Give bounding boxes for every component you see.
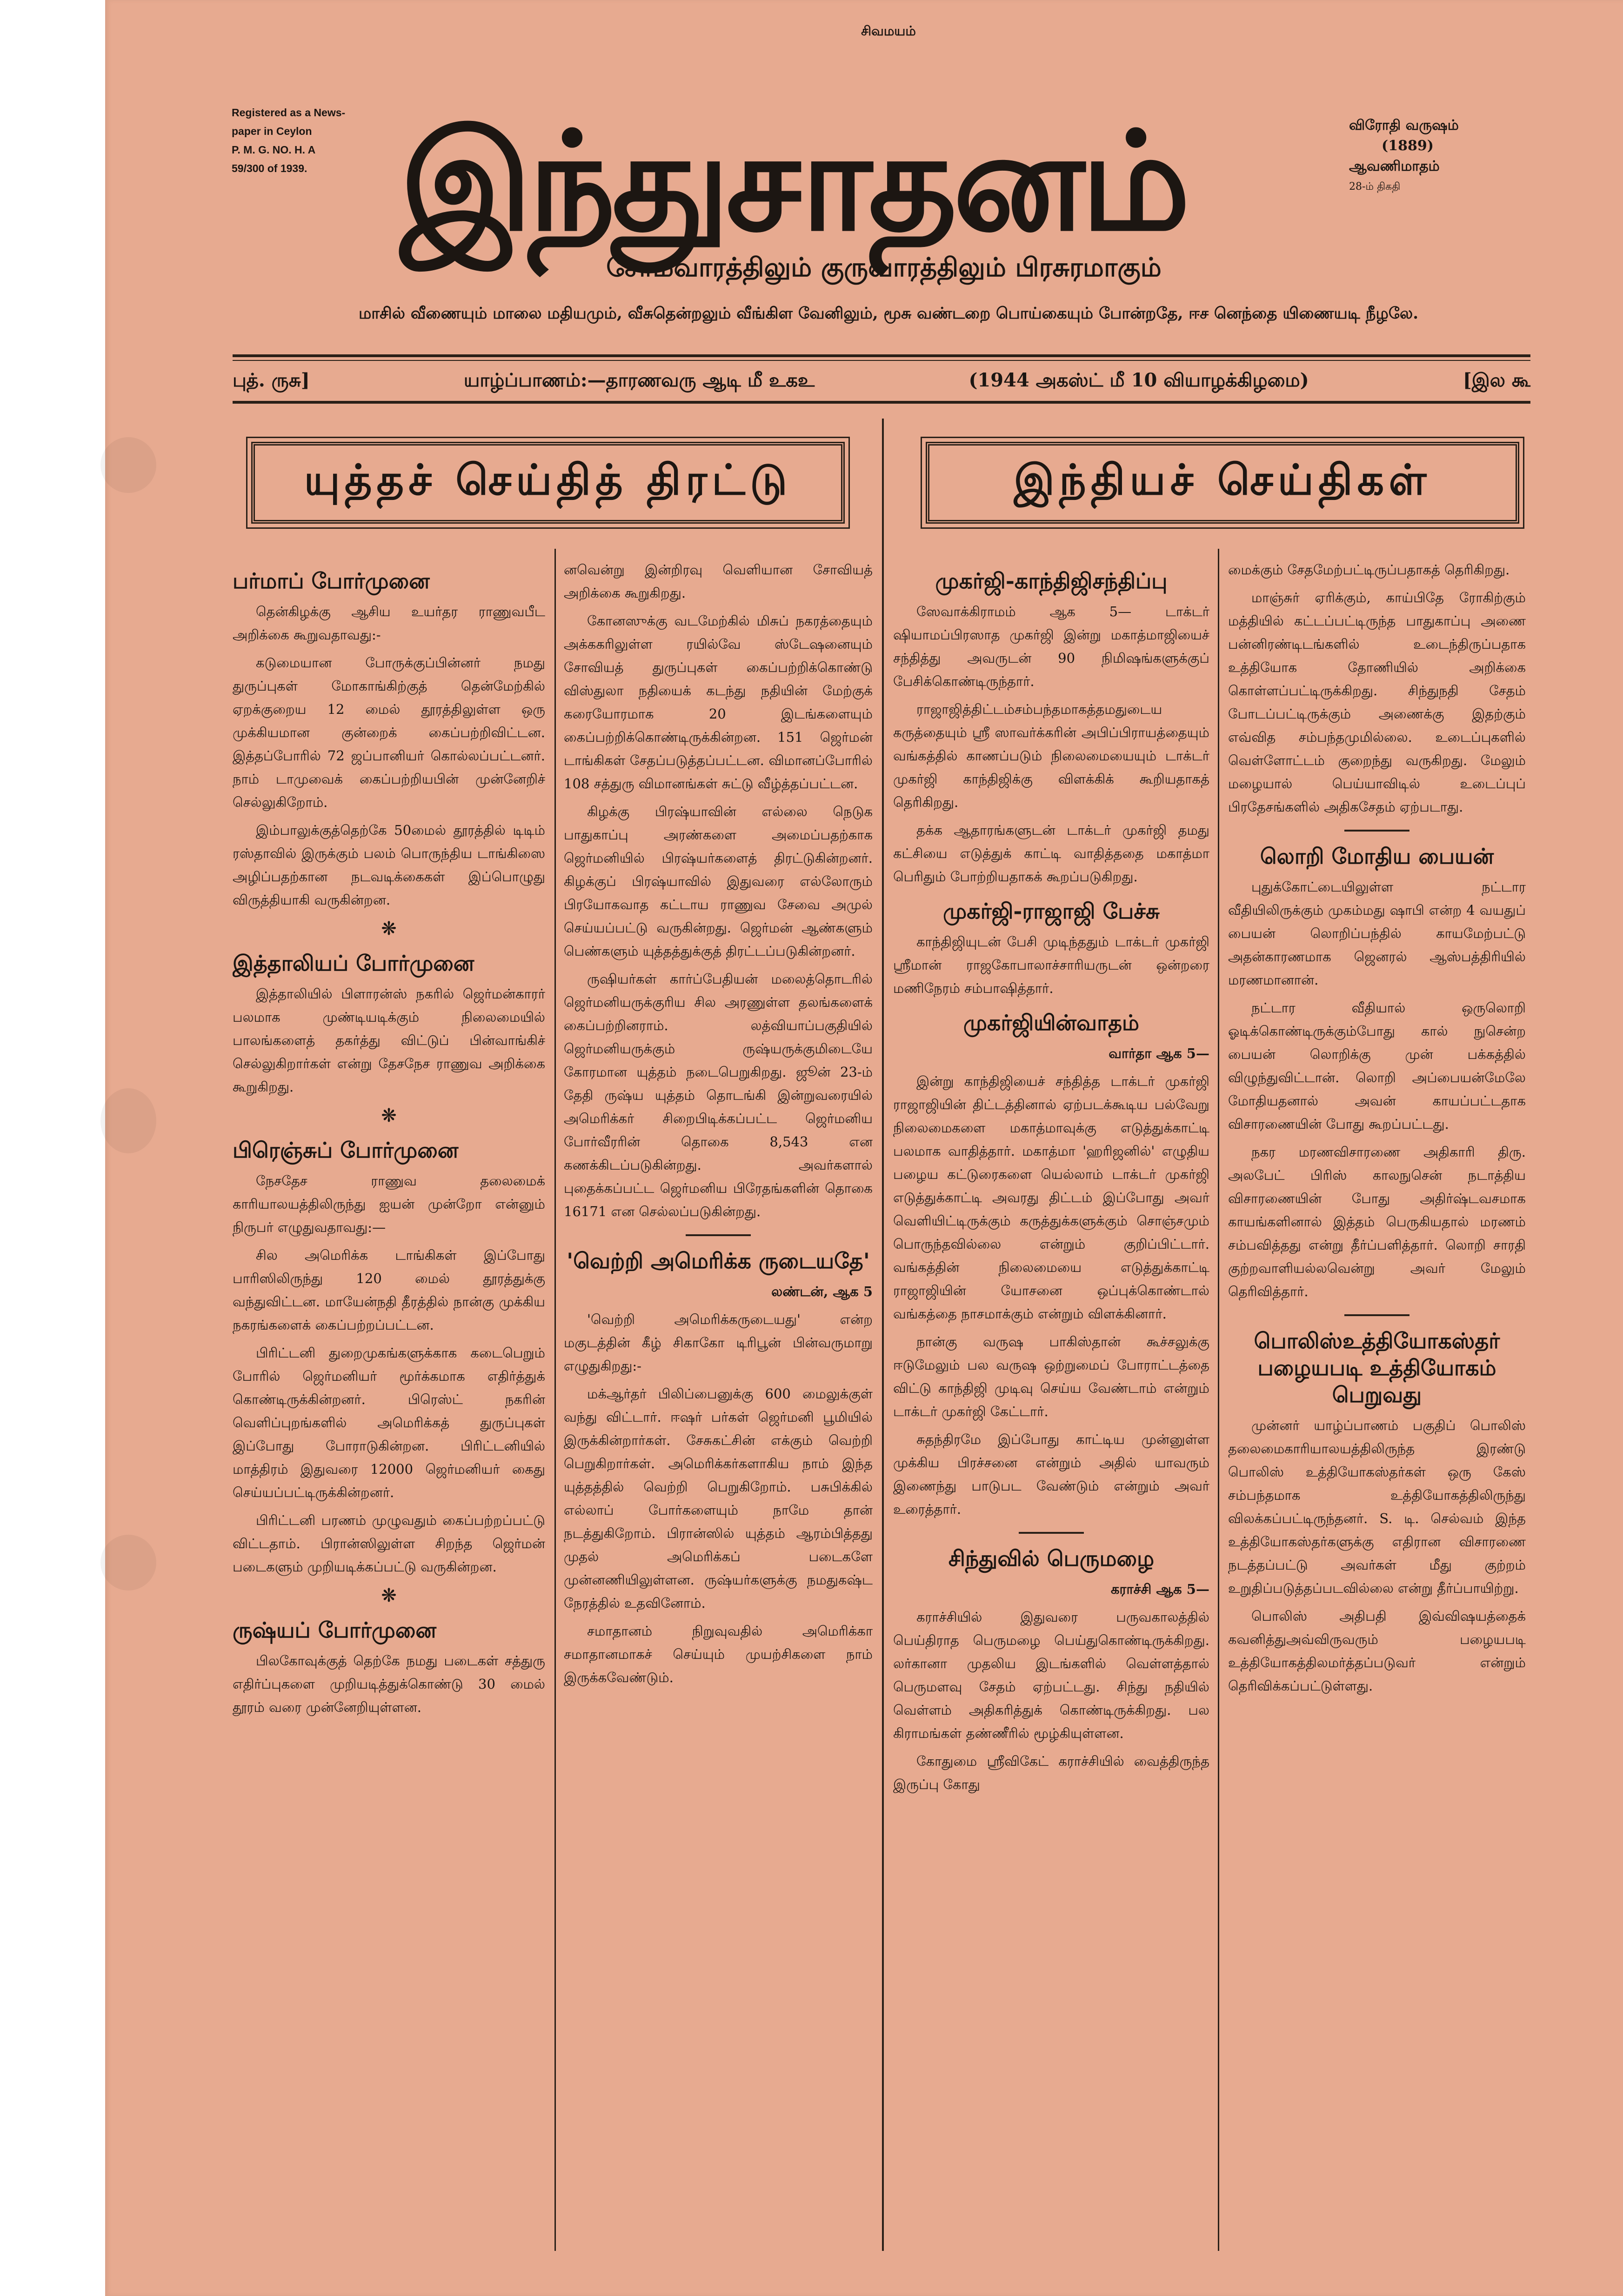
date-english: (1944 அகஸ்ட் மீ 10 வியாழக்கிழமை)	[968, 369, 1309, 391]
article-paragraph: பிரிட்டனி பரணம் முழுவதும் கைப்பற்றப்பட்டு விட்டதாம். பிரான்ஸிலுள்ள சிறந்த ஜெர்மன் படைகளும் முறியடிக்கப்பட்டு வருகின்றன.	[233, 1512, 545, 1575]
masthead-title: இந்துசாதனம்	[400, 101, 1187, 261]
article-paragraph: கோனஸுக்கு வடமேற்கில் மிசுப் நகரத்தையும் அக்ககரிலுள்ள ரயில்வே ஸ்டேஷனையும் சோவியத் துருப்புகள் கைப்பற்றிக்கொண்டு விஸ்துலா நதியைக் கடந்து நதியின் மேற்குக் கரையோரமாக 20 இடங்களையும் கைப்பற்றிக்கொண்டிருக்கின்றன. 151 ஜெர்மன் டாங்கிகள் சேதப்படுத்தப்பட்டன. விமானப்போரில் 108 சத்துரு விமானங்கள் சுட்டு வீழ்த்தப்பட்டன.	[564, 613, 873, 792]
section-heading-indian-news: இந்தியச் செய்திகள்	[926, 442, 1519, 524]
article-paragraph: கோதுமை ஸ்ரீவிகேட் கராச்சியில் வைத்திருந்த இருப்பு கோது	[893, 1753, 1209, 1792]
article-paragraph: பிரிட்டனி துறைமுகங்களுக்காக கடைபெறும் போரில் ஜெர்மனியர் மூர்க்கமாக எதிர்த்துக் கொண்டிருக்கின்றனர். பிரெஸ்ட் நகரின் வெளிப்புறங்களில் அமெரிக்கத் துருப்புகள் இப்போது போராடுகின்றன. பிரிட்டனியில் மாத்திரம் இதுவரை 12000 ஜெர்மனியர் கைது செய்யப்பட்டிருக்கின்றனர்.	[233, 1345, 545, 1500]
article-paragraph: ருஷியர்கள் கார்ப்பேதியன் மலைத்தொடரில் ஜெர்மனியருக்குரிய சில அரணுள்ள தலங்களைக் கைப்பற்றினராம். லத்வியாப்பகுதியில் ஜெர்மனியருக்கும் ருஷ்யருக்குமிடையே கோரமான யுத்தம் நடைபெறுகிறது. ஜூன் 23-ம் தேதி ருஷ்ய யுத்தம் தொடங்கி இன்றுவரையில் அமெரிக்கர் சிறைபிடிக்கப்பட்ட ஜெர்மனிய போர்வீரரின் தொகை 8,543 என கணக்கிடப்படுகின்றது. அவர்களால் புதைக்கப்பட்ட ஜெர்மனிய பிரேதங்களின் தொகை 16171 என செல்லப்படுகின்றது.	[564, 971, 873, 1219]
registration-line: P. M. G. NO. H. A	[232, 144, 316, 156]
column-divider	[554, 549, 556, 2251]
issue-line	[233, 367, 1530, 395]
article-paragraph: கடுமையான போருக்குப்பின்னர் நமது துருப்புகள் மோகாங்கிற்குத் தென்மேற்கில் ஏறக்குறைய 12 மைல் தூரத்திலுள்ள ஒரு முக்கியமான குன்றைக் கைப்பற்றிவிட்டன. இத்தப்போரில் 72 ஜப்பானியர் கொல்லப்பட்டனர். நாம் டாமுவைக் கைப்பற்றியபின் முன்னேறிச் செல்லுகிறோம்.	[233, 655, 545, 810]
article-paragraph: நேசதேச ராணுவ தலைமைக் காரியாலயத்திலிருந்து ஐயன் முன்றோ என்னும் நிருபர் எழுதுவதாவது:—	[233, 1173, 545, 1235]
dateline: கராச்சி ஆக 5—	[1110, 1581, 1209, 1597]
ornament-icon: ❋	[381, 1585, 397, 1606]
article-paragraph: இத்தாலியில் பிளாரன்ஸ் நகரில் ஜெர்மன்காரர் பலமாக முண்டியடிக்கும் நிலைமையில் பாலங்களைத் தகர்த்து விட்டுப் பின்வாங்கிச் செல்லுகிறார்கள் என்று தேசநேச ராணுவ அறிக்கை கூறுகிறது.	[233, 986, 545, 1095]
volume-number: புத். ருசு]	[233, 369, 310, 391]
ornament-icon: ❋	[381, 918, 397, 939]
headline-burma-front: பர்மாப் போர்முனை	[233, 568, 430, 593]
issue-rule-top-thin	[233, 360, 1530, 361]
article-paragraph: தக்க ஆதாரங்களுடன் டாக்டர் முகர்ஜி தமது கட்சியை எடுத்துக் காட்டி வாதித்ததை மகாத்மா பெரிதும் போற்றியதாகக் கூறப்படுகிறது.	[893, 822, 1209, 885]
headline-victory-american: 'வெற்றி அமெரிக்க ருடையதே'	[567, 1248, 870, 1273]
separator-rule	[1019, 1532, 1084, 1534]
headline-lorry-accident: லொறி மோதிய பையன்	[1260, 844, 1494, 869]
article-paragraph: இன்று காந்திஜியைச் சந்தித்த டாக்டர் முகர்ஜி ராஜாஜியின் திட்டத்தினால் ஏற்படக்கூடிய பல்வேறு நிலைமைகளை மகாத்மாவுக்கு எடுத்துக்காட்டி பலமாக வாதித்தார். மகாத்மா 'ஹரிஜனில்' எழுதிய பழைய கட்டுரைகளை யெல்லாம் டாக்டர் முகர்ஜி எடுத்துக்காட்டி அவரது திட்டம் இப்போது அவர் வெளியிட்டிருக்கும் கருத்துக்களுக்கும் சொஞ்சமும் பொருந்தவில்லை என்றும் குறிப்பிட்டார். வங்கத்தின் நிலைமையை எடுத்துக்காட்டி ராஜாஜியின் யோசனை ஒப்புக்கொண்டால் வங்கத்தை நாசமாக்கும் என்றும் விளக்கினார்.	[893, 1073, 1209, 1322]
article-paragraph: பிலகோவுக்குத் தெற்கே நமது படைகள் சத்துரு எதிர்ப்புகளை முறியடித்துக்கொண்டு 30 மைல் தூரம் வரை முன்னேறியுள்ளன.	[233, 1653, 545, 1715]
article-paragraph: மைக்கும் சேதமேற்பட்டிருப்பதாகத் தெரிகிறது.	[1228, 562, 1510, 578]
article-paragraph: கராச்சியில் இதுவரை பருவகாலத்தில் பெய்திராத பெருமழை பெய்துகொண்டிருக்கிறது. லர்கானா முதலிய இடங்களில் வெள்ளத்தால் பெருமளவு சேதம் ஏற்பட்டது. சிந்து நதியில் வெள்ளம் அதிகரித்துக் கொண்டிருக்கிறது. பல கிராமங்கள் தண்ணீரில் மூழ்கியுள்ளன.	[893, 1609, 1209, 1741]
year-label: விரோதி வருஷம்	[1349, 117, 1459, 133]
headline-russian-front: ருஷ்யப் போர்முனை	[233, 1617, 436, 1643]
article-paragraph: மக்ஆர்தர் பிலிப்பைனுக்கு 600 மைலுக்குள் வந்து விட்டார். ஈஷர் பர்கள் ஜெர்மனி பூமியில் இருக்கின்றார்கள். சேசுகட்சின் எக்கும் வெற்றி பெறுகிறார்கள். அமெரிக்கர்களாகிய நாம் இந்த யுத்தத்தில் வெற்றி பெறுகிறோம். பசுபிக்கில் எல்லாப் போர்களையும் நாமே தான் நடத்துகிறோம். பிரான்ஸில் யுத்தம் ஆரம்பித்தது முதல் அமெரிக்கப் படைகளே முன்னணியிலுள்ளன. ருஷ்யர்களுக்கு நமதுகஷ்ட நேரத்தில் உதவினோம்.	[564, 1386, 873, 1611]
column-divider	[882, 419, 884, 2251]
article-paragraph: முன்னர் யாழ்ப்பாணம் பகுதிப் பொலிஸ் தலைமைகாரியாலயத்திலிருந்த இரண்டு பொலிஸ் உத்தியோகஸ்தர்கள் ஒரு கேஸ் சம்பந்தமாக உத்தியோகத்திலிருந்து விலக்கப்பட்டிருந்தனர். S. டி. செல்வம் இந்த உத்தியோகஸ்தர்களுக்கு எதிரான விசாரணை நடத்தப்பட்டு அவர்கள் மீது குற்றம் உறுதிப்படுத்தப்படவில்லை என்று தீர்ப்பாயிற்று.	[1228, 1418, 1526, 1596]
article-paragraph: கிழக்கு பிரஷ்யாவின் எல்லை நெடுக பாதுகாப்பு அரண்களை அமைப்பதற்காக ஜெர்மனியில் பிரஷ்யர்களைத் திரட்டுகின்றனர். கிழக்குப் பிரஷ்யாவில் இதுவரை எல்லோரும் பிரயோகவாத கட்டாய ராணுவ சேவை அமுல் செய்யப்பட்டு வருகின்றது. ஜெர்மன் ஆண்களும் பெண்களும் யுத்தத்துக்குத் திரட்டப்படுகின்றனர்.	[564, 804, 873, 959]
column-divider	[1218, 549, 1219, 2251]
issue-rule-top	[233, 354, 1530, 357]
column-4	[1228, 558, 1526, 2251]
article-paragraph: னவென்று இன்றிரவு வெளியான சோவியத் அறிக்கை கூறுகிறது.	[564, 562, 873, 601]
day-line: 28-ம் திகதி	[1349, 181, 1401, 193]
motto-verse: மாசில் வீணையும் மாலை மதியமும், வீசுதென்றலும் வீங்கிள வேனிலும், மூசு வண்டறை பொய்கையும் போன்றதே, ஈச னெந்தை யிணையடி நீழலே.	[358, 304, 1419, 323]
registration-note	[232, 103, 362, 178]
registration-line: Registered as a News-	[232, 106, 346, 119]
article-paragraph: 'வெற்றி அமெரிக்கருடையது' என்ற மகுடத்தின் கீழ் சிகாகோ டிரிபூன் பின்வருமாறு எழுதுகிறது:-	[564, 1311, 873, 1374]
registration-line: 59/300 of 1939.	[232, 162, 307, 174]
headline-french-front: பிரெஞ்சுப் போர்முனை	[233, 1138, 459, 1163]
month-label: ஆவணிமாதம்	[1349, 158, 1440, 174]
headline-mukherjee-rajaji-talks: முகர்ஜி-ராஜாஜி பேச்சு	[943, 898, 1160, 924]
page-crease	[100, 1088, 156, 1153]
headline-sindh-heavy-rain: சிந்துவில் பெருமழை	[948, 1546, 1155, 1571]
issue-rule-bottom	[233, 401, 1530, 404]
dateline: லண்டன், ஆக 5	[771, 1284, 873, 1299]
separator-rule	[686, 1234, 751, 1236]
headline-mukherjee-argument: முகர்ஜியின்வாதம்	[963, 1010, 1140, 1035]
separator-rule	[1344, 830, 1409, 832]
headline-italy-front: இத்தாலியப் போர்முனை	[233, 951, 474, 976]
column-2	[564, 558, 873, 2251]
ornament-icon: ❋	[381, 1105, 397, 1126]
sivamayam-invocation: சிவமயம்	[861, 23, 916, 39]
article-paragraph: ஸேவாக்கிராமம் ஆக 5— டாக்டர் ஷியாமப்பிரஸாத முகர்ஜி இன்று மகாத்மாஜியைச் சந்தித்து அவருடன் 90 நிமிஷங்களுக்குப் பேசிக்கொண்டிருந்தார்.	[893, 604, 1209, 689]
article-paragraph: நான்கு வருஷ பாகிஸ்தான் கூச்சலுக்கு ஈடுமேலும் பல வருஷ ஒற்றுமைப் போராட்டத்தை விட்டு காந்திஜி முடிவு செய்ய வேண்டாம் என்றும் டாக்டர் முகர்ஜி கேட்டார்.	[893, 1334, 1209, 1419]
article-paragraph: சுதந்திரமே இப்போது காட்டிய முன்னுள்ள முக்கிய பிரச்சனை என்றும் அதில் யாவரும் இணைந்து பாடுபட வேண்டும் என்றும் அவர் உரைத்தார்.	[893, 1431, 1209, 1517]
article-paragraph: நகர மரணவிசாரணை அதிகாரி திரு. அலபேட் பிரிஸ் காலநுசென் நடாத்திய விசாரணையின் போது அதிர்ஷ்டவசமாக காயங்களினால் இத்தம் பெருகியதால் மரணம் சம்பவித்தது என்று தீர்ப்பளித்தார். லொறி சாரதி குற்றவாளியல்லவென்று அவர் மேலும் தெரிவித்தார்.	[1228, 1144, 1526, 1299]
publication-schedule: சோமவாரத்திலும் குருவாரத்திலும் பிரசுரமாகும்	[606, 252, 1162, 283]
issue-number: [இல கூ	[1463, 369, 1530, 391]
section-heading-war-news: யுத்தச் செய்தித் திரட்டு	[251, 442, 845, 524]
article-paragraph: காந்திஜியுடன் பேசி முடிந்ததும் டாக்டர் முகர்ஜி ஸ்ரீமான் ராஜகோபாலாச்சாரியருடன் ஒன்றரை மணிநேரம் சம்பாஷித்தார்.	[893, 934, 1209, 996]
column-3	[893, 558, 1209, 2251]
article-paragraph: மாஞ்சுர் ஏரிக்கும், காய்பிதே ரோகிற்கும் மத்தியில் கட்டப்பட்டிருந்த பாதுகாப்பு அணை பன்னிரண்டிடங்களில் உடைந்திருப்பதாக உத்தியோக தோணியில் அறிக்கை கொள்ளப்பட்டிருக்கிறது. சிந்துநதி சேதம் போடப்பட்டிருக்கும் அணைக்கு இதற்கும் எவ்வித சம்பந்தமுமில்லை. உடைப்புகளில் வெள்ளோட்டம் குறைந்து வருகிறது. மேலும் மழையால் பெய்யாவிடில் உடைப்புப் பிரதேசங்களில் அதிகசேதம் ஏற்படாது.	[1228, 590, 1526, 815]
article-paragraph: பொலிஸ் அதிபதி இவ்விஷயத்தைக் கவனித்துஅவ்விருவரும் பழையபடி உத்தியோகத்திலமர்த்தப்படுவர் என்றும் தெரிவிக்கப்பட்டுள்ளது.	[1228, 1608, 1526, 1694]
headline-police-officers-reinstated: பொலிஸ்உத்தியோகஸ்தர் பழையபடி உத்தியோகம் பெறுவது	[1254, 1328, 1500, 1407]
page-crease	[100, 437, 156, 493]
place-date-tamil: யாழ்ப்பாணம்:—தாரணவரு ஆடி மீ உகஉ	[464, 369, 815, 391]
headline-mukherjee-gandhi-meeting: முகர்ஜி-காந்திஜிசந்திப்பு	[935, 568, 1168, 593]
article-paragraph: இம்பாலுக்குத்தெற்கே 50மைல் தூரத்தில் டிடிம் ரஸ்தாவில் இருக்கும் பலம் பொருந்திய டாங்கிஸை அழிப்பதற்கான நடவடிக்கைகள் இப்பொழுது விருத்தியாகி வருகின்றன.	[233, 822, 545, 908]
article-paragraph: சமாதானம் நிறுவுவதில் அமெரிக்கா சமாதானமாகச் செய்யும் முயற்சிகளை நாம் இருக்கவேண்டும்.	[564, 1623, 873, 1685]
page-crease	[100, 1535, 156, 1591]
separator-rule	[1344, 1314, 1409, 1316]
article-paragraph: ராஜாஜித்திட்டம்சம்பந்தமாகத்தமதுடைய கருத்தையும் ஸ்ரீ ஸாவர்க்கரின் அபிப்பிராயத்தையும் வங்கத்தில் காணப்படும் நிலைமையையும் டாக்டர் முகர்ஜி காந்திஜிக்கு விளக்கிக் கூறியதாகத் தெரிகிறது.	[893, 701, 1209, 810]
article-paragraph: புதுக்கோட்டையிலுள்ள நட்டார வீதியிலிருக்கும் முகம்மது ஷாபி என்ற 4 வயதுப் பையன் லொறிப்பந்தில் காயமேற்பட்டு அதன்காரணமாக ஜெனரல் ஆஸ்பத்திரியில் மரணமானான்.	[1228, 879, 1526, 988]
article-paragraph: சில அமெரிக்க டாங்கிகள் இப்போது பாரிஸிலிருந்து 120 மைல் தூரத்துக்கு வந்துவிட்டன. மாயேன்நதி தீரத்தில் நான்கு முக்கிய நகரங்களைக் கைப்பற்றப்பட்டன.	[233, 1247, 545, 1333]
registration-line: paper in Ceylon	[232, 125, 312, 137]
calendar-block	[1349, 115, 1544, 197]
year-number: (1889)	[1382, 138, 1434, 154]
dateline: வார்தா ஆக 5—	[1109, 1045, 1209, 1061]
article-paragraph: நட்டார வீதியால் ஒருலொறி ஓடிக்கொண்டிருக்கும்போது கால் நுசென்ற பையன் லொறிக்கு முன் பக்கத்தில் விழுந்துவிட்டான். லொறி அப்பையன்மேலே மோதியதனால் அவன் காயப்பட்டதாக விசாரணையின் போது கூறப்பட்டது.	[1228, 1000, 1526, 1132]
column-1	[233, 558, 545, 2251]
article-paragraph: தென்கிழக்கு ஆசிய உயர்தர ராணுவபீட அறிக்கை கூறுவதாவது:-	[233, 604, 545, 643]
